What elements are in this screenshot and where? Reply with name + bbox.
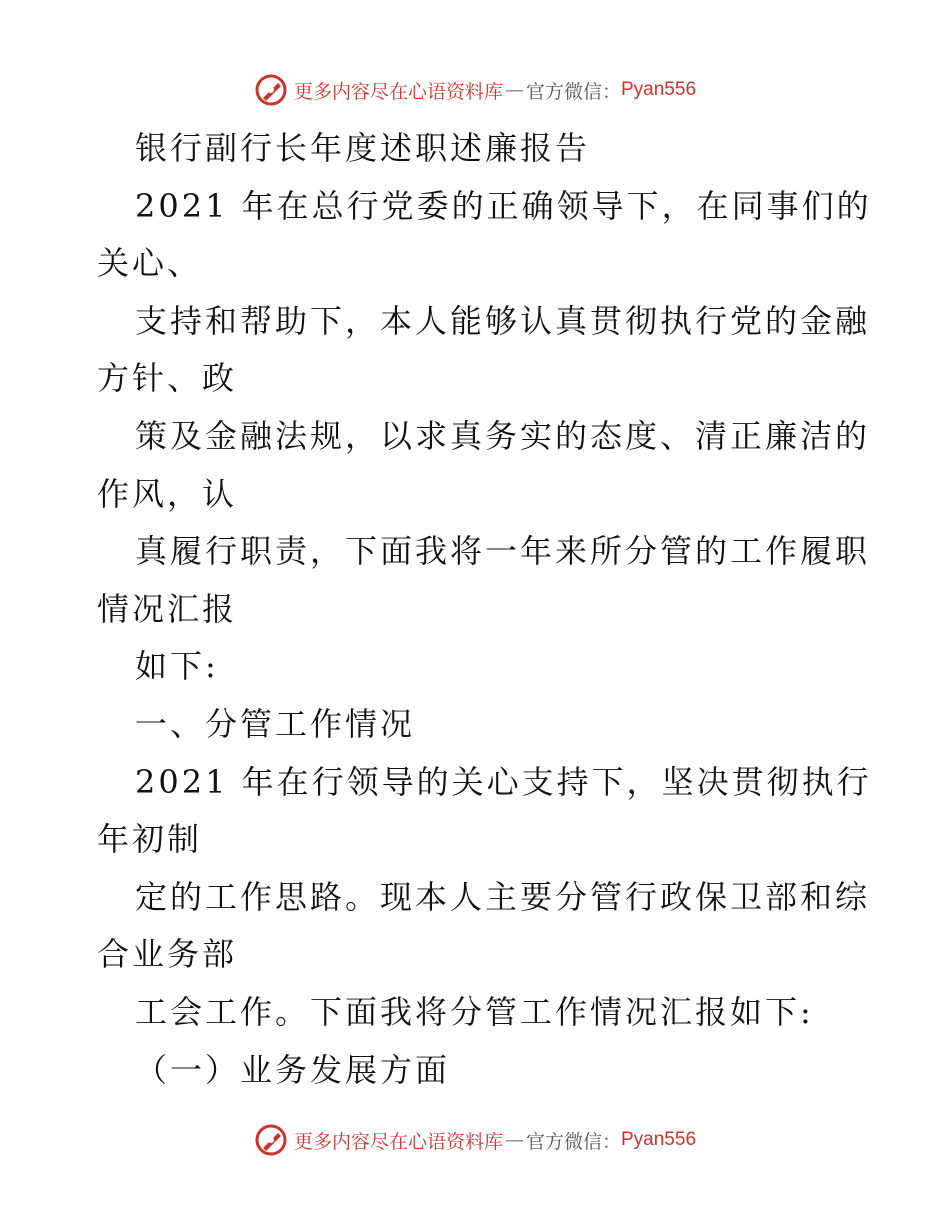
text-line: 银行副行长年度述职述廉报告 — [135, 129, 591, 167]
text-line: 支持和帮助下，本人能够认真贯彻执行党的金融 — [135, 301, 871, 340]
text-line: 作风，认 — [97, 474, 238, 513]
text-line: 2021 年在行领导的关心支持下，坚决贯彻执行 — [135, 762, 872, 801]
watermark-wechat-label: 官方微信： — [525, 80, 621, 103]
watermark-wechat-id: Pyan556 — [621, 79, 697, 100]
watermark-separator: — — [504, 79, 524, 101]
text-line: 2021 年在总行党委的正确领导下，在同事们的 — [135, 186, 872, 225]
text-line: 如下: — [135, 647, 219, 686]
text-line: 策及金融法规，以求真务实的态度、清正廉洁的 — [135, 416, 871, 455]
header-watermark — [0, 70, 950, 110]
watermark-main-text: 更多内容尽在心语资料库 — [293, 80, 503, 103]
watermark-wechat-id: Pyan556 — [621, 1129, 697, 1150]
document-body — [97, 120, 872, 1099]
text-line: 方针、政 — [97, 359, 238, 398]
text-line: 合业务部 — [97, 935, 238, 974]
text-line: 关心、 — [97, 244, 203, 283]
text-line: 年初制 — [97, 820, 203, 859]
pen-nib-logo-icon — [254, 1123, 288, 1157]
pen-nib-logo-icon — [254, 73, 288, 107]
watermark-separator: — — [504, 1129, 524, 1151]
watermark-wechat-label: 官方微信： — [525, 1130, 621, 1153]
text-line: 情况汇报 — [97, 589, 238, 628]
text-line: （一）业务发展方面 — [135, 1050, 451, 1089]
text-line: 定的工作思路。现本人主要分管行政保卫部和综 — [135, 877, 871, 916]
text-line: 真履行职责，下面我将一年来所分管的工作履职 — [135, 532, 871, 571]
text-line: 工会工作。下面我将分管工作情况汇报如下: — [135, 992, 814, 1031]
text-line: 一、分管工作情况 — [135, 704, 416, 743]
footer-watermark — [0, 1120, 950, 1160]
watermark-main-text: 更多内容尽在心语资料库 — [293, 1130, 503, 1153]
